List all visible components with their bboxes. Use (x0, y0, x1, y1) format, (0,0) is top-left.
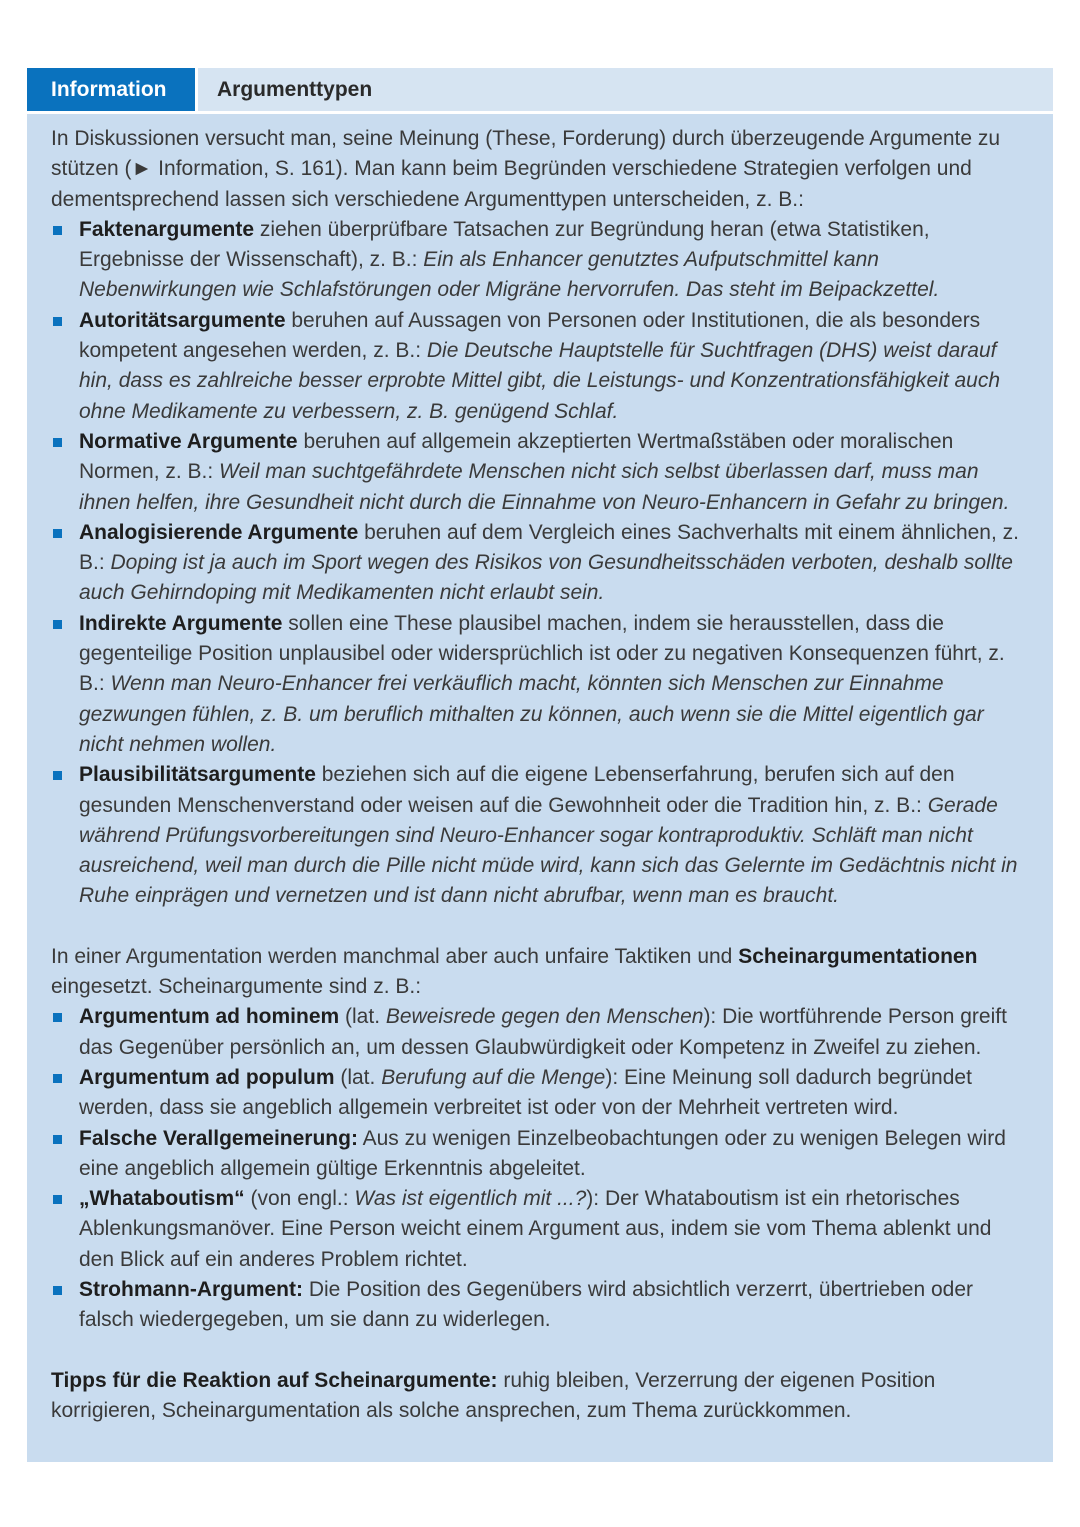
pseudo-item-populum: Argumentum ad populum (lat. Berufung auf die Menge): Eine Meinung soll dadurch begründet werden, dass sie angeblich allgemein verbreitet ist oder von der Mehrheit vertreten wird. (51, 1063, 1025, 1124)
box-content (27, 114, 1053, 1426)
argument-item-normativ: Normative Argumente beruhen auf allgemein akzeptierten Wertmaßstäben oder moralischen Normen, z. B.: Weil man suchtgefährdete Menschen nicht sich selbst überlassen darf, muss man ihnen helfen, ihre Gesundheit nicht durch die Einnahme von Neuro-Enhancern in Gefahr zu bringen. (51, 427, 1025, 518)
box-header (27, 68, 1053, 114)
argument-item-indirekt: Indirekte Argumente sollen eine These plausibel machen, indem sie herausstellen, dass die gegenteilige Position unplausibel oder widersprüchlich ist oder zu negativen Konsequenzen führt, z. B.: Wenn man Neuro-Enhancer frei verkäuflich macht, könnten sich Menschen zur Einnahme gezwungen fühlen, z. B. um beruflich mithalten zu können, auch wenn sie die Mittel eigentlich gar nicht nehmen wollen. (51, 609, 1025, 760)
arrow-icon: ► (131, 157, 153, 181)
pseudo-item-whataboutism: „Whataboutism“ (von engl.: Was ist eigentlich mit ...?): Der Whataboutism ist ein rhetorisches Ablenkungsmanöver. Eine Person weicht einem Argument aus, indem sie vom Thema ablenkt und den Blick auf ein anderes Problem richtet. (51, 1184, 1025, 1275)
pseudo-item-generalization: Falsche Verallgemeinerung: Aus zu wenigen Einzelbeobachtungen oder zu wenigen Belegen wird eine angeblich allgemein gültige Erkenntnis abgeleitet. (51, 1124, 1025, 1185)
argument-item-plausibilitaet: Plausibilitätsargumente beziehen sich auf die eigene Lebenserfahrung, berufen sich auf den gesunden Menschenverstand oder weisen auf die Gewohnheit oder die Tradition hin, z. B.: Gerade während Prüfungsvorbereitungen sind Neuro-Enhancer sogar kontraproduktiv. Schläft man nicht ausreichend, weil man durch die Pille nicht müde wird, kann sich das Gelernte im Gedächtnis nicht in Ruhe einprägen und vernetzen und ist dann nicht abrufbar, wenn man es braucht. (51, 760, 1025, 911)
intro-paragraph: In Diskussionen versucht man, seine Meinung (These, Forderung) durch überzeugende Argumente zu stützen (► Information, S. 161). Man kann beim Begründen verschiedene Strategien verfolgen und dementsprechend lassen sich verschiedene Argumenttypen unterscheiden, z. B.: (51, 127, 1001, 211)
information-box (27, 68, 1053, 1462)
argument-types-list (51, 215, 1025, 912)
pseudo-arguments-list (51, 1002, 1025, 1335)
tips-paragraph: Tipps für die Reaktion auf Scheinargumente: ruhig bleiben, Verzerrung der eigenen Position korrigieren, Scheinargumentation als solche ansprechen, zum Thema zurückkommen. (51, 1368, 936, 1422)
argument-item-analogie: Analogisierende Argumente beruhen auf dem Vergleich eines Sachverhalts mit einem ähnlichen, z. B.: Doping ist ja auch im Sport wegen des Risikos von Gesundheitsschäden verboten, deshalb sollte auch Gehirndoping mit Medikamenten nicht erlaubt sein. (51, 518, 1025, 609)
box-title: Argumenttypen (198, 68, 1053, 111)
pseudo-intro-paragraph: In einer Argumentation werden manchmal aber auch unfaire Taktiken und Scheinargumentationen eingesetzt. Scheinargumente sind z. B.: (51, 944, 978, 999)
information-tag: Information (27, 68, 198, 111)
pseudo-item-strawman: Strohmann-Argument: Die Position des Gegenübers wird absichtlich verzerrt, übertrieben oder falsch wiedergegeben, um sie dann zu widerlegen. (51, 1275, 1025, 1336)
argument-item-autoritaet: Autoritätsargumente beruhen auf Aussagen von Personen oder Institutionen, die als besonders kompetent angesehen werden, z. B.: Die Deutsche Hauptstelle für Suchtfragen (DHS) weist darauf hin, dass es zahlreiche besser erprobte Mittel gibt, die Leistungs- und Konzentrationsfähigkeit auch ohne Medikamente zu verbessern, z. B. genügend Schlaf. (51, 306, 1025, 427)
pseudo-item-hominem: Argumentum ad hominem (lat. Beweisrede gegen den Menschen): Die wortführende Person greift das Gegenüber persönlich an, um dessen Glaubwürdigkeit oder Kompetenz in Zweifel zu ziehen. (51, 1002, 1025, 1063)
argument-item-fakten: Faktenargumente ziehen überprüfbare Tatsachen zur Begründung heran (etwa Statistiken, Ergebnisse der Wissenschaft), z. B.: Ein als Enhancer genutztes Aufputschmittel kann Nebenwirkungen wie Schlafstörungen oder Migräne hervorrufen. Das steht im Beipackzettel. (51, 215, 1025, 306)
